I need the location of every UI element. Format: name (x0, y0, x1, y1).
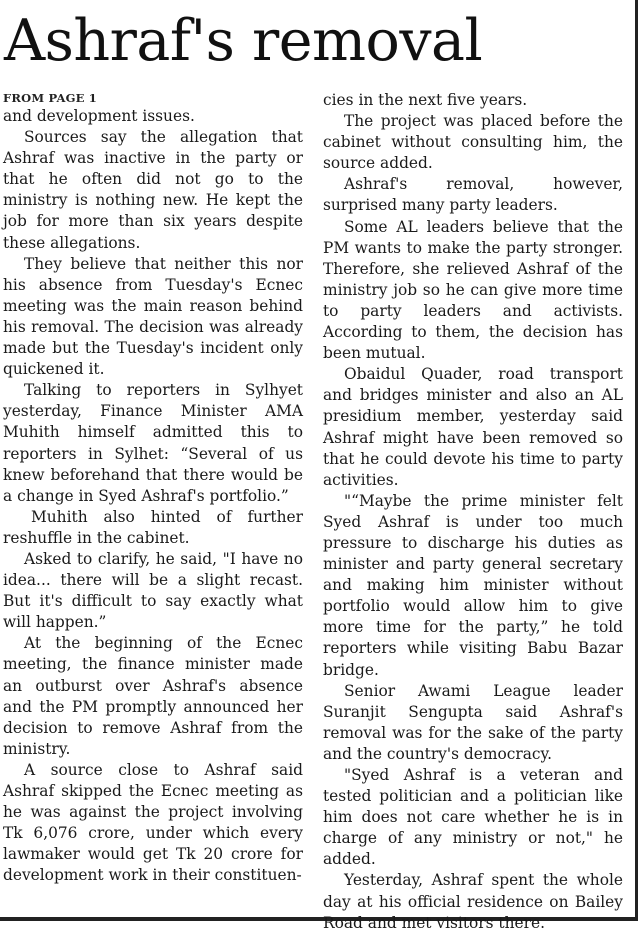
paragraph: Yesterday, Ashraf spent the whole day at his official residence on Bailey Road and met visitors there. (323, 871, 623, 932)
column-right (323, 90, 623, 934)
paragraph: A source close to Ashraf said Ashraf skipped the Ecnec meeting as he was against the project involving Tk 6,076 crore, under which every lawmaker would get Tk 20 crore for development work in their constituen- (3, 760, 303, 885)
paragraph: Asked to clarify, he said, "I have no idea... there will be a slight recast. But it's difficult to say exactly what will happen.” (3, 549, 303, 632)
paragraph: cies in the next five years. (323, 91, 528, 109)
paragraph: The project was placed before the cabinet without consulting him, the source added. (323, 112, 623, 173)
paragraph: At the beginning of the Ecnec meeting, the finance minister made an outburst over Ashraf's absence and the PM promptly announced her decision to remove Ashraf from the ministry. (3, 634, 303, 758)
paragraph: Some AL leaders believe that the PM wants to make the party stronger. Therefore, she relieved Ashraf of the ministry job so he can give more time to party leaders and activists. According to them, the decision has been mutual. (323, 217, 623, 363)
paragraph: Talking to reporters in Sylhyet yesterday, Finance Minister AMA Muhith himself admitted this to reporters in Sylhet: “Several of us knew beforehand that there would be a change in Syed Ashraf's portfolio.” (3, 381, 303, 505)
paragraph: Senior Awami League leader Suranjit Sengupta said Ashraf's removal was for the sake of the party and the country's democracy. (323, 681, 623, 763)
headline: Ashraf's removal (4, 8, 483, 74)
paragraph: Obaidul Quader, road transport and bridges minister and also an AL presidium member, yesterday said Ashraf might have been removed so that he could devote his time to party activities. (323, 365, 623, 489)
paragraph: Ashraf's removal, however, surprised many party leaders. (323, 175, 623, 215)
paragraph: "“Maybe the prime minister felt Syed Ashraf is under too much pressure to discharge his duties as minister and party general secretary and making him minister without portfolio would allow him to give more time for the party,” he told reporters while visiting Babu Bazar bridge. (323, 491, 623, 679)
column-left (3, 90, 303, 934)
article-body (3, 90, 625, 934)
paragraph: Muhith also hinted of further reshuffle in the cabinet. (3, 507, 303, 547)
paragraph: Sources say the allegation that Ashraf was inactive in the party or that he often did not go to the ministry is nothing new. He kept the job for more than six years despite these allegations. (3, 128, 303, 252)
paragraph: and development issues. (3, 107, 195, 125)
paragraph: "Syed Ashraf is a veteran and tested politician and a politician like him does not care whether he is in charge of any ministry or not," he added. (323, 766, 623, 869)
continued-from-label: FROM PAGE 1 (3, 91, 97, 105)
paragraph: They believe that neither this nor his absence from Tuesday's Ecnec meeting was the main reason behind his removal. The decision was already made but the Tuesday's incident only quickened it. (3, 254, 303, 379)
